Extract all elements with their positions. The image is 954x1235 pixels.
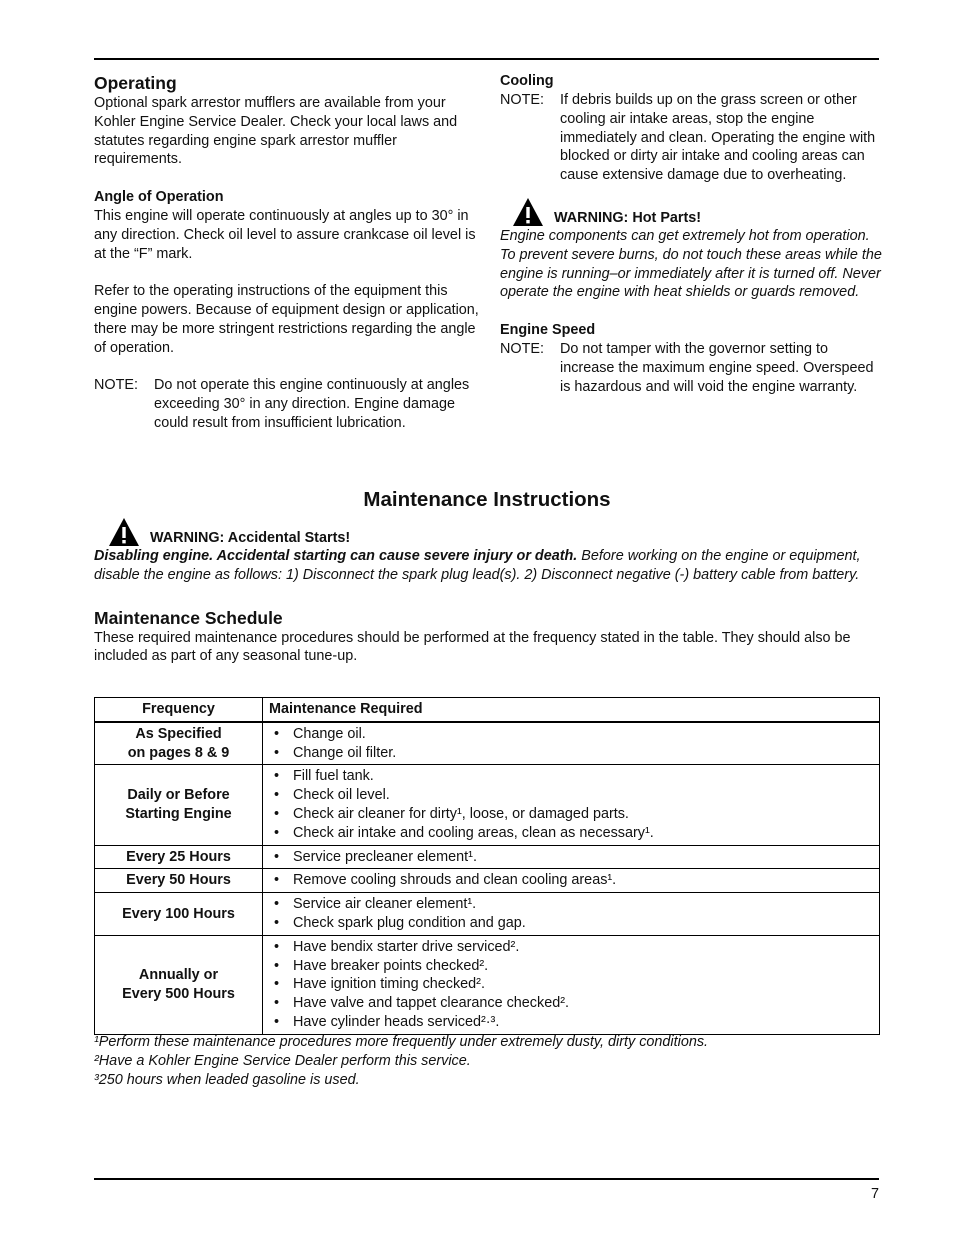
list-item: • Have ignition timing checked². xyxy=(269,975,873,994)
cooling-heading: Cooling xyxy=(500,73,554,89)
frequency-cell: Every 50 Hours xyxy=(95,869,263,893)
schedule-heading: Maintenance Schedule xyxy=(94,607,283,628)
note-text: Do not operate this engine continuously at angles exceeding 30° in any direction. Engine damage could result from insufficient lubrication. xyxy=(154,377,470,431)
table-row xyxy=(95,722,880,765)
accidental-starts-warning-header xyxy=(94,517,879,547)
note-text: Do not tamper with the governor setting to increase the maximum engine speed. Overspeed is hazardous and will void the engine warranty. xyxy=(560,340,874,395)
maintenance-schedule-table xyxy=(94,697,880,1035)
frequency-cell: Every 100 Hours xyxy=(95,893,263,936)
footnote: ²Have a Kohler Engine Service Dealer perform this service. xyxy=(94,1052,471,1069)
angle-paragraph-2: Refer to the operating instructions of the equipment this engine powers. Because of equipment design or application, there may be more stringent restrictions regarding the angle of operation. xyxy=(94,283,479,356)
speed-note xyxy=(500,340,885,396)
top-rule xyxy=(94,58,879,60)
frequency-line: Every 500 Hours xyxy=(122,985,235,1002)
frequency-cell xyxy=(95,765,263,845)
list-item: • Have valve and tappet clearance checked². xyxy=(269,994,873,1013)
table-row xyxy=(95,935,880,1034)
list-item: • Service precleaner element¹. xyxy=(269,848,873,867)
bottom-rule xyxy=(94,1178,879,1180)
frequency-cell: Every 25 Hours xyxy=(95,845,263,869)
list-item: • Change oil. xyxy=(269,725,873,744)
hot-parts-warning-text: Engine components can get extremely hot from operation. To prevent severe burns, do not touch these areas while the engine is running–or immediately after it is turned off. Never operate the engine with heat shields or guards removed. xyxy=(500,227,882,301)
table-row xyxy=(95,893,880,936)
table-row xyxy=(95,845,880,869)
tasks-cell xyxy=(263,845,880,869)
note-text: If debris builds up on the grass screen or other cooling air intake areas, stop the engine immediately and clean. Operating the engine with blocked or dirty air intake and cooling areas can cause extensive damage due to overheating. xyxy=(560,92,876,184)
warning-body-text: Before working on the engine or equipment, disable the engine as follows: 1) Disconnect the spark plug lead(s). 2) Disconnect negative (-) battery cable from battery. xyxy=(94,548,861,583)
note-label: NOTE: xyxy=(500,92,544,108)
tasks-cell xyxy=(263,869,880,893)
footnotes xyxy=(94,1033,708,1089)
cooling-note xyxy=(500,91,885,185)
list-item: • Remove cooling shrouds and clean cooling areas¹. xyxy=(269,871,873,890)
frequency-line: Starting Engine xyxy=(125,805,232,822)
frequency-line: on pages 8 & 9 xyxy=(127,744,230,761)
table-row xyxy=(95,765,880,845)
angle-paragraph-1: This engine will operate continuously at angles up to 30° in any direction. Check oil level to assure crankcase oil level is at the “F” mark. xyxy=(94,207,476,262)
page-title: Maintenance Instructions xyxy=(363,488,611,511)
frequency-cell xyxy=(95,935,263,1034)
list-item: • Check air cleaner for dirty¹, loose, or damaged parts. xyxy=(269,805,873,824)
list-item: • Check spark plug condition and gap. xyxy=(269,914,873,933)
tasks-cell xyxy=(263,893,880,936)
warning-triangle-icon xyxy=(108,517,140,547)
note-label: NOTE: xyxy=(500,340,544,357)
footnote: ¹Perform these maintenance procedures more frequently under extremely dusty, dirty conditions. xyxy=(94,1034,709,1050)
column-header-frequency: Frequency xyxy=(95,698,263,722)
angle-heading: Angle of Operation xyxy=(94,188,224,205)
frequency-cell xyxy=(95,722,263,765)
warning-label: WARNING: Hot Parts! xyxy=(554,209,702,226)
warning-label: WARNING: Accidental Starts! xyxy=(150,530,351,546)
tasks-cell xyxy=(263,935,880,1034)
list-item: • Have cylinder heads serviced²·³. xyxy=(269,1013,873,1032)
note-label: NOTE: xyxy=(94,377,138,394)
list-item: • Fill fuel tank. xyxy=(269,767,873,786)
table-header-row xyxy=(95,698,880,722)
table-row xyxy=(95,869,880,893)
accidental-starts-warning-text xyxy=(94,547,879,585)
left-column xyxy=(94,72,484,433)
list-item: • Have breaker points checked². xyxy=(269,957,873,976)
frequency-line: Daily or Before xyxy=(127,787,230,804)
warning-triangle-icon xyxy=(512,197,544,227)
schedule-intro: These required maintenance procedures should be performed at the frequency stated in the table. They should also be included as part of any seasonal tune-up. xyxy=(94,629,851,665)
page-number: 7 xyxy=(870,1186,879,1202)
hot-parts-warning-header xyxy=(500,197,885,227)
maintenance-section xyxy=(94,517,879,666)
list-item: • Check air intake and cooling areas, clean as necessary¹. xyxy=(269,824,873,843)
frequency-line: As Specified xyxy=(135,725,222,742)
list-item: • Change oil filter. xyxy=(269,744,873,763)
tasks-cell xyxy=(263,765,880,845)
warning-bold-text: Disabling engine. Accidental starting can cause severe injury or death. xyxy=(94,548,578,564)
frequency-line: Annually or xyxy=(138,966,219,983)
list-item: • Service air cleaner element¹. xyxy=(269,895,873,914)
tasks-cell xyxy=(263,722,880,765)
right-column xyxy=(500,72,885,396)
operating-heading: Operating xyxy=(94,73,177,93)
list-item: • Have bendix starter drive serviced². xyxy=(269,938,873,957)
list-item: • Check oil level. xyxy=(269,786,873,805)
engine-speed-heading: Engine Speed xyxy=(500,321,596,338)
angle-note xyxy=(94,376,484,432)
operating-paragraph: Optional spark arrestor mufflers are available from your Kohler Engine Service Dealer. Check your local laws and statutes regarding engine spark arrestor muffler requirements. xyxy=(94,95,458,168)
column-header-required: Maintenance Required xyxy=(263,698,880,722)
footnote: ³250 hours when leaded gasoline is used. xyxy=(94,1071,360,1088)
